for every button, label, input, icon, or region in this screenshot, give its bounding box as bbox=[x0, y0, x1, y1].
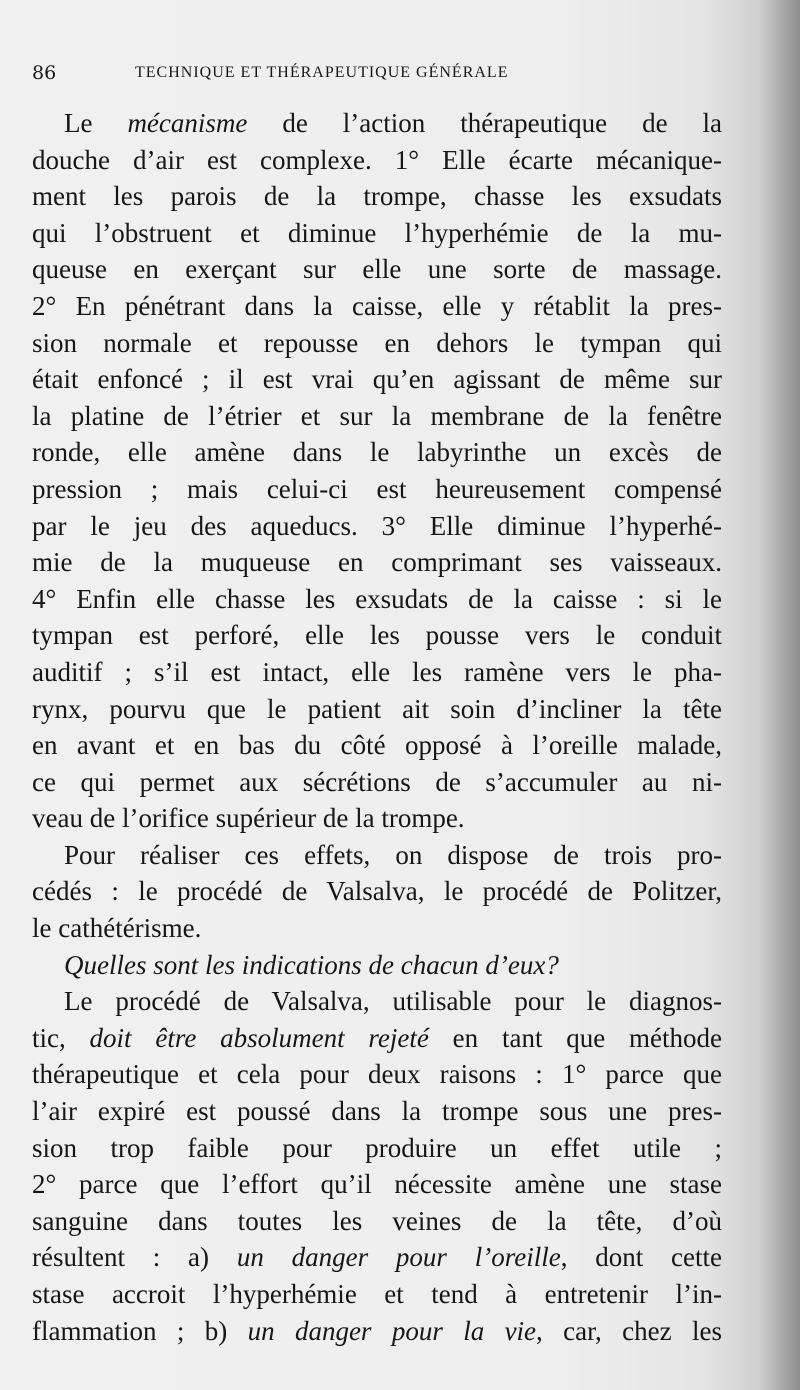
text-line bbox=[32, 1093, 722, 1130]
text-segment: douche d’air est complexe. 1° Elle écarte mécanique- bbox=[32, 144, 722, 175]
italic-text: doit être absolument rejeté bbox=[89, 1022, 429, 1053]
text-segment: pression ; mais celui-ci est heureusement compensé bbox=[32, 473, 722, 504]
text-line bbox=[32, 361, 722, 398]
text-segment: 4° Enfin elle chasse les exsudats de la caisse : si le bbox=[32, 583, 722, 614]
text-segment: thérapeutique et cela pour deux raisons : 1° parce que bbox=[32, 1059, 722, 1090]
text-segment: par le jeu des aqueducs. 3° Elle diminue l’hyperhé- bbox=[32, 510, 722, 541]
text-segment: était enfoncé ; il est vrai qu’en agissant de même sur bbox=[32, 364, 722, 395]
text-segment: auditif ; s’il est intact, elle les ramène vers le pha- bbox=[32, 656, 722, 687]
text-line bbox=[32, 471, 722, 508]
text-segment: l’air expiré est poussé dans la trompe sous une pres- bbox=[32, 1096, 722, 1127]
text-line bbox=[32, 251, 722, 288]
text-line bbox=[32, 654, 722, 691]
text-line bbox=[32, 1130, 722, 1167]
text-segment: tic, bbox=[32, 1022, 90, 1053]
text-segment: en avant et en bas du côté opposé à l’oreille malade, bbox=[32, 730, 722, 761]
body-text bbox=[32, 105, 722, 1349]
text-line bbox=[32, 910, 722, 947]
text-line bbox=[32, 434, 722, 471]
text-segment: Le bbox=[64, 108, 128, 138]
text-segment: flammation ; b) bbox=[32, 1315, 248, 1346]
running-head bbox=[32, 62, 722, 88]
text-segment: veau de l’orifice supérieur de la trompe. bbox=[32, 803, 465, 834]
text-line bbox=[32, 1203, 722, 1240]
italic-text: Quelles sont les indications de chacun d’eux? bbox=[64, 949, 559, 980]
text-line bbox=[32, 947, 722, 984]
text-segment: résultent : a) bbox=[32, 1242, 237, 1273]
italic-text: un danger pour l’oreille bbox=[236, 1242, 561, 1273]
text-segment: la platine de l’étrier et sur la membrane de la fenêtre bbox=[32, 400, 722, 431]
text-segment: Pour réaliser ces effets, on dispose de trois pro- bbox=[64, 839, 722, 870]
text-line bbox=[32, 325, 722, 362]
text-segment: , dont cette bbox=[560, 1242, 722, 1273]
text-segment: ronde, elle amène dans le labyrinthe un excès de bbox=[32, 437, 722, 468]
text-line bbox=[32, 764, 722, 801]
text-line bbox=[32, 1313, 722, 1350]
text-line bbox=[32, 544, 722, 581]
text-line bbox=[32, 691, 722, 728]
text-segment: qui l’obstruent et diminue l’hyperhémie de la mu- bbox=[32, 217, 722, 248]
text-line bbox=[32, 215, 722, 252]
text-segment: 2° parce que l’effort qu’il nécessite amène une stase bbox=[32, 1169, 722, 1200]
text-line bbox=[32, 983, 722, 1020]
text-line bbox=[32, 178, 722, 215]
text-line bbox=[32, 1020, 722, 1057]
text-line bbox=[32, 288, 722, 325]
page-number: 86 bbox=[32, 62, 57, 84]
text-segment: tympan est perforé, elle les pousse vers le conduit bbox=[32, 620, 722, 651]
italic-text: mécanisme bbox=[127, 108, 248, 138]
text-segment: de l’action thérapeutique de la bbox=[247, 108, 722, 138]
text-segment: queuse en exerçant sur elle une sorte de massage. bbox=[32, 254, 722, 285]
text-segment: , car, chez les bbox=[536, 1315, 722, 1346]
text-line bbox=[32, 508, 722, 545]
text-segment: ce qui permet aux sécrétions de s’accumuler au ni- bbox=[32, 766, 722, 797]
text-segment: stase accroit l’hyperhémie et tend à entretenir l’in- bbox=[32, 1279, 722, 1309]
text-line bbox=[32, 1276, 722, 1313]
text-segment: Le procédé de Valsalva, utilisable pour le diagnos- bbox=[64, 986, 722, 1017]
text-line bbox=[32, 105, 722, 142]
text-line bbox=[32, 398, 722, 435]
text-line bbox=[32, 837, 722, 874]
text-segment: 2° En pénétrant dans la caisse, elle y rétablit la pres- bbox=[32, 290, 722, 321]
text-line bbox=[32, 142, 722, 179]
text-segment: mie de la muqueuse en comprimant ses vaisseaux. bbox=[32, 547, 722, 578]
text-line bbox=[32, 800, 722, 837]
text-segment: sion trop faible pour produire un effet utile ; bbox=[32, 1132, 722, 1163]
text-line bbox=[32, 581, 722, 618]
text-segment: le cathétérisme. bbox=[32, 913, 202, 944]
text-line bbox=[32, 873, 722, 910]
text-segment: cédés : le procédé de Valsalva, le procédé de Politzer, bbox=[32, 876, 722, 907]
text-line bbox=[32, 617, 722, 654]
text-segment: rynx, pourvu que le patient ait soin d’incliner la tête bbox=[32, 693, 722, 724]
text-line bbox=[32, 1239, 722, 1276]
text-segment: sion normale et repousse en dehors le tympan qui bbox=[32, 327, 722, 358]
text-segment: en tant que méthode bbox=[428, 1022, 722, 1053]
text-line bbox=[32, 727, 722, 764]
text-line bbox=[32, 1166, 722, 1203]
italic-text: un danger pour la vie bbox=[247, 1315, 537, 1346]
text-segment: ment les parois de la trompe, chasse les exsudats bbox=[32, 181, 722, 212]
running-title: TECHNIQUE ET THÉRAPEUTIQUE GÉNÉRALE bbox=[135, 64, 509, 81]
text-segment: sanguine dans toutes les veines de la tête, d’où bbox=[32, 1205, 722, 1236]
text-line bbox=[32, 1056, 722, 1093]
